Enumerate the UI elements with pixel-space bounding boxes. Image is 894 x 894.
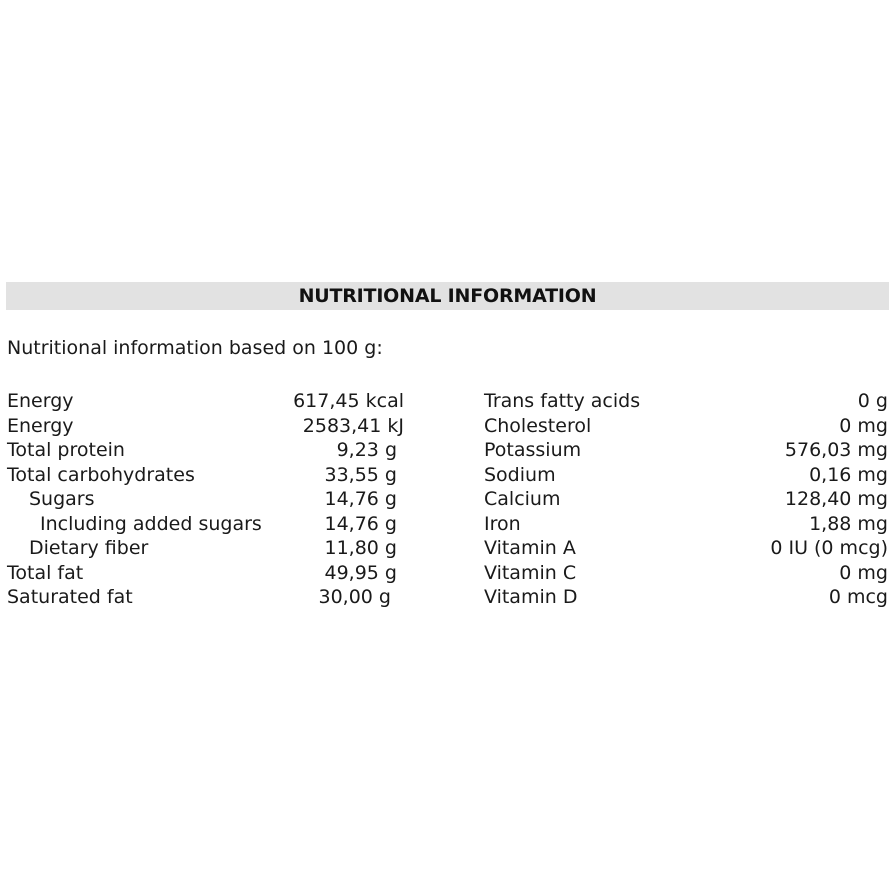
nutrient-label: Iron: [484, 512, 521, 535]
nutrient-row-saturated-fat: [7, 585, 407, 610]
nutrient-label: Total carbohydrates: [7, 463, 195, 486]
nutrient-label: Vitamin D: [484, 586, 578, 608]
nutrient-label: Vitamin A: [484, 537, 576, 559]
nutrient-row-trans-fatty-acids: [484, 389, 888, 414]
nutrient-value: 14,76 g: [324, 488, 397, 510]
nutrient-value: 0 mg: [839, 414, 888, 437]
nutrient-label: Dietary fiber: [29, 537, 149, 559]
nutrient-row-energy-kj: [7, 414, 407, 439]
nutrient-row-cholesterol: [484, 414, 888, 439]
nutrient-value: 49,95 g: [324, 561, 397, 584]
nutrient-label: Total protein: [7, 439, 125, 461]
nutrient-label: Cholesterol: [484, 414, 592, 437]
nutrient-row-dietary-fiber: [7, 536, 407, 561]
nutrient-row-vitamin-d: [484, 585, 888, 610]
nutrient-label: Calcium: [484, 488, 561, 510]
nutrient-row-vitamin-a: [484, 536, 888, 561]
nutrient-row-calcium: [484, 487, 888, 512]
nutrient-label: Sodium: [484, 463, 556, 486]
nutrient-value: 0,16 mg: [809, 463, 888, 486]
nutrient-value: 128,40 mg: [784, 488, 888, 510]
nutrient-label: Potassium: [484, 439, 582, 461]
nutrient-row-total-fat: [7, 561, 407, 586]
nutrient-value: 0 g: [857, 390, 888, 412]
nutrient-value: 14,76 g: [324, 512, 397, 535]
nutrient-table-left: [7, 389, 407, 610]
nutrient-label: Energy: [7, 414, 74, 437]
basis-statement: Nutritional information based on 100 g:: [7, 337, 383, 359]
nutrient-value: 576,03 mg: [784, 439, 888, 461]
nutrient-value: 0 mg: [839, 561, 888, 584]
nutrient-value: 30,00 g: [318, 586, 391, 608]
nutrient-row-potassium: [484, 438, 888, 463]
nutrient-value: 0 mcg: [828, 586, 888, 608]
nutrient-label: Vitamin C: [484, 561, 577, 584]
nutrient-row-sugars: [7, 487, 407, 512]
nutrient-value: 1,88 mg: [809, 512, 888, 535]
nutrient-label: Sugars: [29, 488, 95, 510]
nutrient-value: 617,45 kcal: [293, 390, 404, 412]
nutrient-value: 2583,41 kJ: [302, 414, 404, 437]
nutrient-label: Saturated fat: [7, 586, 133, 608]
nutrient-label: Energy: [7, 390, 74, 412]
nutrient-table-right: [484, 389, 888, 610]
nutrient-label: Including added sugars: [40, 512, 262, 535]
title-bar: [6, 282, 889, 310]
nutrient-value: 9,23 g: [336, 439, 397, 461]
nutrient-row-iron: [484, 512, 888, 537]
nutrient-value: 11,80 g: [324, 537, 397, 559]
nutrient-row-vitamin-c: [484, 561, 888, 586]
nutrient-value: 0 IU (0 mcg): [770, 537, 888, 559]
nutrient-row-total-carbohydrates: [7, 463, 407, 488]
nutrient-label: Trans fatty acids: [484, 390, 641, 412]
nutrient-label: Total fat: [7, 561, 84, 584]
nutrient-row-total-protein: [7, 438, 407, 463]
nutrient-row-energy-kcal: [7, 389, 407, 414]
nutrient-row-sodium: [484, 463, 888, 488]
nutrient-value: 33,55 g: [324, 463, 397, 486]
page-title: NUTRITIONAL INFORMATION: [298, 285, 597, 307]
nutrient-row-added-sugars: [7, 512, 407, 537]
